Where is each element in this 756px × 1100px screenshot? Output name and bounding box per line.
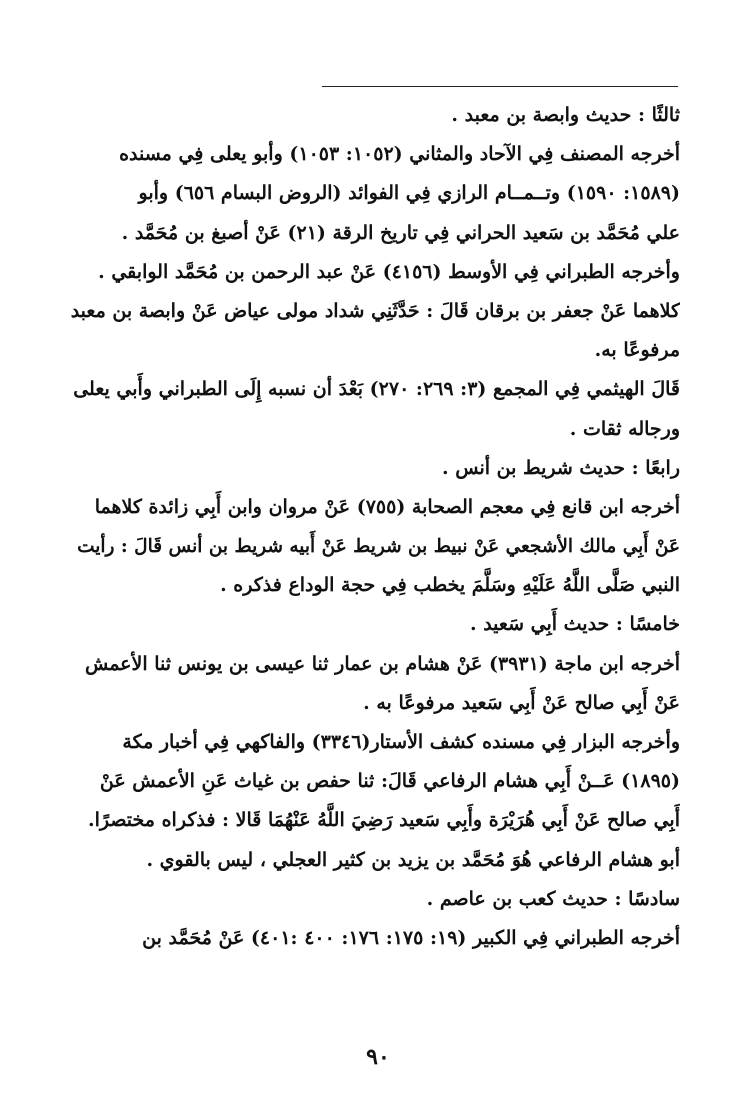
text-line: وأخرجه البزار فِي مسنده كشف الأستار(٣٣٤٦) والفاكهي فِي أخبار مكة [122, 731, 680, 753]
text-line: وأخرجه الطبراني فِي الأوسط (٤١٥٦) عَنْ عبد الرحمن بن مُحَمَّد الوابقي . [98, 260, 680, 283]
text-line: ثالثًا : حديث وابصة بن معبد . [451, 104, 680, 126]
text-line: مرفوعًا به. [594, 339, 680, 362]
text-line: أَبِي صالح عَنْ أَبِي هُرَيْرَة وأَبِي سَعيد رَضِيَ اللَّهُ عَنْهُمَا قَالا : فذكراه مختصرًا. [87, 809, 680, 832]
text-line: علي مُحَمَّد بن سَعيد الحراني فِي تاريخ الرقة (٢١) عَنْ أصبغ بن مُحَمَّد . [121, 221, 680, 244]
text-line: (١٥٨٩: ١٥٩٠) وتــمــام الرازي فِي الفوائد (الروض البسام ٦٥٦) وأبو [138, 182, 680, 205]
text-line: أخرجه المصنف فِي الآحاد والمثاني (١٠٥٢: ١٠٥٣) وأبو يعلى فِي مسنده [119, 143, 680, 166]
text-line: ورجاله ثقات . [569, 417, 680, 440]
text-line: أبو هشام الرفاعي هُوَ مُحَمَّد بن يزيد بن كثير العجلي ، ليس بالقوي . [146, 848, 680, 871]
text-line: قَالَ الهيثمي فِي المجمع (٣: ٢٦٩: ٢٧٠) بَعْدَ أن نسبه إِلَى الطبراني وأَبي يعلى [73, 378, 680, 401]
text-line: أخرجه ابن قانع فِي معجم الصحابة (٧٥٥) عَنْ مروان وابن أَبِي زائدة كلاهما [94, 495, 680, 518]
footnote-separator-line [322, 86, 678, 87]
text-line: رابعًا : حديث شريط بن أنس . [442, 456, 680, 479]
text-line: عَنْ أَبِي صالح عَنْ أَبِي سَعيد مرفوعًا به . [363, 691, 680, 714]
text-line: عَنْ أَبِي مالك الأشجعي عَنْ نبيط بن شريط عَنْ أَبيه شريط بن أنس قَالَ : رأيت [77, 536, 680, 558]
text-line: خامسًا : حديث أَبِي سَعيد . [469, 613, 680, 636]
text-line: كلاهما عَنْ جعفر بن برقان قَالَ : حَدَّثَنِي شداد مولى عياض عَنْ وابصة بن معبد [70, 299, 680, 322]
text-line: النبي صَلَّى اللَّهُ عَلَيْهِ وسَلَّمَ يخطب فِي حجة الوداع فذكره . [220, 574, 680, 597]
page-body [70, 96, 680, 958]
text-line: (١٨٩٥) عَــنْ أَبِي هشام الرفاعي قَالَ: ثنا حفص بن غياث عَنِ الأعمش عَنْ [99, 770, 680, 793]
page-number: ٩٠ [366, 1044, 390, 1070]
text-line: أخرجه الطبراني فِي الكبير (١٩: ١٧٥: ١٧٦: ٤٠٠ :٤٠١) عَنْ مُحَمَّد بن [142, 926, 680, 949]
text-line: سادسًا : حديث كعب بن عاصم . [426, 887, 680, 910]
text-line: أخرجه ابن ماجة (٣٩٣١) عَنْ هشام بن عمار ثنا عيسى بن يونس ثنا الأعمش [84, 652, 680, 675]
